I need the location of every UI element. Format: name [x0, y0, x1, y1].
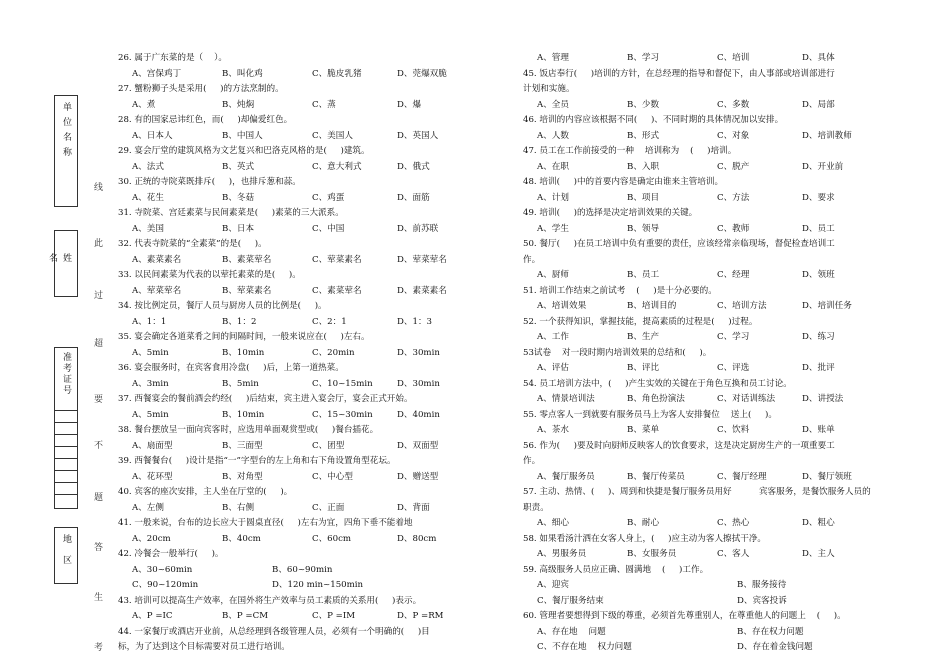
question-stem: 60. 管理者要想得到下级的尊重，必须首先尊重别人，在尊重他人的问题上 ( )。 — [523, 611, 846, 621]
question-stem: 32. 代表寺院菜的“全素菜”的是( )。 — [118, 239, 267, 249]
answer-option: D、面筋 — [397, 192, 430, 203]
answer-option: B、1：2 — [222, 316, 257, 327]
answer-option: B、服务接待 — [737, 580, 787, 590]
answer-option: C、素菜荤名 — [312, 285, 362, 296]
question-stem: 56. 作为( )要及时向厨师反映客人的饮食要求，这是决定厨房生产的一项重要工 — [523, 440, 835, 451]
answer-option: A、餐厅服务员 — [537, 471, 595, 482]
answer-option: A、管理 — [537, 53, 569, 63]
answer-option: D、培训任务 — [802, 301, 852, 311]
answer-option: C、热心 — [717, 518, 750, 528]
answer-option: C、美国人 — [312, 130, 353, 141]
question-stem: 49. 培训( )的选择是决定培训效果的关键。 — [523, 208, 698, 218]
answer-option: D、练习 — [802, 332, 835, 342]
question-stem-cont: 作。 — [523, 254, 541, 265]
question-stem: 31. 寺院菜、宫廷素菜与民间素菜是( )素菜的三大派系。 — [118, 208, 344, 218]
answer-option: C、餐厅服务结束 — [537, 595, 604, 606]
answer-option: D、要求 — [802, 192, 835, 203]
region-box — [54, 527, 78, 584]
answer-option: B、冬菇 — [222, 192, 255, 203]
answer-option: B、三面型 — [222, 440, 263, 451]
answer-option: B、领导 — [627, 223, 660, 234]
answer-option: A、荤菜荤名 — [132, 285, 182, 296]
answer-option: C、脆皮乳猪 — [312, 68, 362, 79]
question-stem: 52. 一个获得知识，掌握技能，提高素质的过程是( )过程。 — [523, 316, 758, 327]
question-stem: 40. 宾客的座次安排，主人坐在厅堂的( )。 — [118, 487, 293, 497]
answer-option: B、40cm — [222, 533, 261, 544]
answer-option: C、15~30min — [312, 409, 373, 420]
question-stem: 43. 培训可以提高生产效率，在国外将生产效率与员工素质的关系用( )表示。 — [118, 595, 422, 606]
margin-char: 题 — [94, 493, 104, 503]
answer-option: D、背面 — [397, 502, 430, 513]
answer-option: B、形式 — [627, 130, 660, 141]
answer-option: D、80cm — [397, 533, 437, 544]
answer-option: B、菜单 — [627, 425, 660, 435]
question-stem: 27. 蟹粉狮子头是采用( )的方法烹制的。 — [118, 84, 284, 94]
question-stem: 41. 一般来说，台布的边长应大于圆桌直径( )左右为宜，四角下垂不能着地 — [118, 518, 413, 528]
answer-option: C、不存在地 权力问题 — [537, 642, 632, 652]
question-stem: 58. 如果看汤汁洒在女客人身上，( )应主动为客人擦拭干净。 — [523, 533, 767, 544]
margin-char: 生 — [94, 593, 104, 603]
answer-option: A、素菜素名 — [132, 254, 182, 265]
answer-option: A、左侧 — [132, 502, 164, 513]
answer-option: C、蒸 — [312, 99, 336, 110]
answer-option: D、赠送型 — [397, 471, 439, 482]
region-label: 地区 — [61, 534, 71, 576]
answer-option: D、爆 — [397, 99, 422, 110]
answer-option: D、培训教师 — [802, 130, 852, 141]
answer-option: A、迎宾 — [537, 580, 569, 590]
answer-option: B、生产 — [627, 332, 660, 342]
answer-option: D、前苏联 — [397, 223, 439, 234]
answer-option: C、2：1 — [312, 316, 347, 327]
answer-option: C、对象 — [717, 130, 750, 141]
question-stem: 48. 培训( )中的首要内容是确定由谁来主管培训。 — [523, 177, 724, 187]
answer-option: A、20cm — [132, 533, 171, 544]
answer-option: D、讲授法 — [802, 394, 844, 404]
question-stem: 37. 西餐宴会的餐前酒会约经( )后结束，宾主进入宴会厅，宴会正式开始。 — [118, 394, 413, 404]
answer-option: C、评选 — [717, 363, 750, 373]
answer-option: D、批评 — [802, 363, 835, 373]
unit-name-box — [54, 95, 78, 207]
answer-option: B、项目 — [627, 192, 660, 203]
question-stem-cont: 作。 — [523, 456, 541, 466]
question-stem: 28. 有的国家忌讳红色，而( )却偏爱红色。 — [118, 115, 293, 125]
answer-option: B、入职 — [627, 161, 660, 172]
answer-option: D、30min — [397, 347, 440, 358]
answer-option: A、花生 — [132, 192, 164, 203]
question-stem: 51. 培训工作结束之前试考 ( )是十分必要的。 — [523, 285, 717, 296]
question-stem-cont: 职责。 — [523, 502, 549, 513]
answer-option: A、日本人 — [132, 130, 173, 141]
question-stem: 44. 一家餐厅或酒店开业前，从总经理到各级管理人员，必须有一个明确的( )目 — [118, 626, 430, 637]
answer-option: B、少数 — [627, 99, 660, 110]
answer-option: C、培训方法 — [717, 301, 767, 311]
answer-option: C、90~120min — [132, 580, 199, 590]
answer-option: A、30~60min — [132, 564, 193, 575]
answer-option: C、对话训练法 — [717, 394, 776, 404]
answer-option: D、局部 — [802, 99, 835, 110]
answer-option: B、炖焖 — [222, 99, 255, 110]
answer-option: D、1：3 — [397, 316, 433, 327]
answer-option: C、中心型 — [312, 471, 353, 482]
answer-option: A、煮 — [132, 99, 156, 110]
answer-option: D、荤菜荤名 — [397, 254, 447, 265]
answer-option: D、领班 — [802, 270, 835, 280]
answer-option: B、右侧 — [222, 502, 255, 513]
question-stem: 36. 宴会服务时，在宾客食用冷盘( )后，上第一道热菜。 — [118, 363, 344, 373]
answer-option: D、双面型 — [397, 440, 439, 451]
answer-option: C、方法 — [717, 192, 750, 203]
answer-option: C、经理 — [717, 270, 750, 280]
question-stem: 35. 宴会确定各道菜肴之间的间隔时间，一般来说应在( )左右。 — [118, 332, 370, 342]
answer-option: B、评比 — [627, 363, 660, 373]
answer-option: A、厨师 — [537, 270, 569, 280]
answer-option: C、客人 — [717, 549, 750, 559]
answer-option: D、素菜素名 — [397, 285, 447, 296]
answer-option: B、5min — [222, 378, 259, 389]
question-stem: 45. 饭店奉行( )培训的方针，在总经理的指导和督促下，由人事部或培训部进行 — [523, 68, 835, 79]
answer-option: B、存在权力问题 — [737, 626, 804, 637]
answer-option: A、细心 — [537, 518, 569, 528]
question-stem: 50. 餐厅( )在员工培训中负有重要的责任，应该经常亲临现场，督促检查培训工 — [523, 239, 835, 249]
answer-option: A、全员 — [537, 99, 569, 110]
ticket-number-box — [54, 347, 78, 509]
answer-option: B、耐心 — [627, 518, 660, 528]
answer-option: A、茶水 — [537, 425, 569, 435]
answer-option: D、存在着金钱问题 — [737, 642, 813, 652]
answer-option: C、荤菜素名 — [312, 254, 362, 265]
answer-option: D、30min — [397, 378, 440, 389]
answer-option: B、60~90min — [272, 564, 333, 575]
margin-char: 考 — [94, 643, 104, 653]
margin-char: 要 — [94, 395, 104, 405]
answer-option: C、正面 — [312, 502, 345, 513]
answer-option: A、存在地 问题 — [537, 626, 606, 637]
answer-option: D、员工 — [802, 223, 835, 234]
question-stem: 39. 西餐餐台( )设计是指“一”字型台的左上角和右下角设置角型花坛。 — [118, 456, 396, 466]
answer-option: C、团型 — [312, 440, 345, 451]
question-stem: 38. 餐台摆放呈一面向宾客时，应选用单面观赏型或( )餐台插花。 — [118, 425, 379, 435]
answer-option: A、扇面型 — [132, 440, 173, 451]
margin-char: 过 — [94, 291, 104, 301]
answer-option: A、培训效果 — [537, 301, 587, 311]
question-stem: 34. 按比例定员，餐厅人员与厨房人员的比例是( )。 — [118, 301, 327, 311]
answer-option: A、情景培训法 — [537, 394, 595, 404]
answer-option: D、英国人 — [397, 130, 439, 141]
answer-option: A、P =IC — [132, 611, 173, 621]
answer-option: B、对角型 — [222, 471, 263, 482]
answer-option: D、莞爆双脆 — [397, 68, 447, 79]
answer-option: C、教师 — [717, 223, 750, 234]
answer-option: B、员工 — [627, 270, 660, 280]
answer-option: A、1：1 — [132, 316, 167, 327]
answer-option: A、5min — [132, 409, 169, 420]
answer-option: D、P =RM — [397, 611, 444, 621]
answer-option: B、10min — [222, 409, 265, 420]
question-stem: 53试卷 对一段时期内培训效果的总结和( )。 — [523, 347, 712, 358]
question-stem: 33. 以民间素菜为代表的以荤托素菜的是( )。 — [118, 270, 301, 280]
answer-option: D、40min — [397, 409, 440, 420]
answer-option: C、多数 — [717, 99, 750, 110]
answer-option: C、学习 — [717, 332, 750, 342]
answer-option: C、培训 — [717, 53, 750, 63]
question-stem: 59. 高级服务人员应正确、圆满地 ( )工作。 — [523, 564, 709, 575]
answer-option: B、餐厅传菜员 — [627, 471, 685, 482]
answer-option: B、P =CM — [222, 611, 268, 621]
margin-char: 答 — [94, 543, 104, 553]
question-stem: 29. 宴会厅堂的建筑风格为文艺复兴和巴洛克风格的是( )建筑。 — [118, 146, 370, 156]
answer-option: B、培训目的 — [627, 301, 677, 311]
question-stem: 30. 正统的寺院菜既排斥( )，也排斥葱和蒜。 — [118, 177, 301, 187]
answer-option: A、美国 — [132, 223, 164, 234]
margin-char: 超 — [94, 339, 104, 349]
answer-option: C、饮料 — [717, 425, 750, 435]
answer-option: B、素菜荤名 — [222, 254, 272, 265]
answer-option: D、主人 — [802, 549, 835, 559]
answer-option: C、鸡蛋 — [312, 192, 345, 203]
answer-option: D、宾客投诉 — [737, 595, 787, 606]
answer-option: A、5min — [132, 347, 169, 358]
answer-option: C、P =IM — [312, 611, 356, 621]
answer-option: B、荤菜素名 — [222, 285, 272, 296]
answer-option: C、中国 — [312, 223, 345, 234]
answer-option: A、在职 — [537, 161, 569, 172]
answer-option: B、中国人 — [222, 130, 263, 141]
answer-option: B、日本 — [222, 223, 255, 234]
answer-option: A、男服务员 — [537, 549, 587, 559]
answer-option: B、角色扮演法 — [627, 394, 685, 404]
answer-option: C、脱产 — [717, 161, 750, 172]
answer-option: A、工作 — [537, 332, 569, 342]
answer-option: C、意大利式 — [312, 161, 362, 172]
answer-option: D、具体 — [802, 53, 835, 63]
answer-option: A、人数 — [537, 130, 569, 141]
answer-option: A、花环型 — [132, 471, 173, 482]
question-stem: 47. 员工在工作前接受的一种 培训称为 ( )培训。 — [523, 146, 737, 156]
question-stem-cont: 计划和实施。 — [523, 84, 575, 94]
answer-option: D、俄式 — [397, 161, 430, 172]
ticket-number-label: 准考证号 — [61, 352, 71, 396]
answer-option: A、学生 — [537, 223, 569, 234]
question-stem: 54. 员工培训方法中，( )产生实效的关键在于角色互换和员工讨论。 — [523, 378, 792, 389]
answer-option: A、法式 — [132, 161, 164, 172]
candidate-name-box — [47, 230, 78, 297]
question-stem: 26. 属于广东菜的是（ ）。 — [118, 53, 227, 63]
answer-option: C、60cm — [312, 533, 352, 544]
answer-option: B、英式 — [222, 161, 255, 172]
margin-char: 线 — [94, 183, 104, 193]
question-stem: 55. 零点客人一到就要有服务员马上为客人安排餐位 送上( )。 — [523, 409, 777, 420]
answer-option: A、3min — [132, 378, 169, 389]
answer-option: C、20min — [312, 347, 355, 358]
answer-option: D、120 min~150min — [272, 580, 364, 590]
answer-option: C、10~15min — [312, 378, 373, 389]
question-stem: 46. 培训的内容应该根据不同( )、不同时期的具体情况加以安排。 — [523, 115, 784, 125]
answer-option: D、粗心 — [802, 518, 835, 528]
answer-option: B、学习 — [627, 53, 660, 63]
answer-option: D、开业前 — [802, 161, 844, 172]
question-stem-cont: 标，为了达到这个目标需要对员工进行培训。 — [118, 642, 290, 652]
answer-option: C、餐厅经理 — [717, 471, 767, 482]
question-stem: 57. 主动、热情、( )、周到和快捷是餐厅服务员用好 宾客服务，是餐饮服务人员的 — [523, 487, 871, 497]
answer-option: D、账单 — [802, 425, 835, 435]
unit-name-label: 单位名称 — [61, 102, 71, 162]
question-stem: 42. 冷餐会一般举行( )。 — [118, 549, 224, 559]
answer-option: D、餐厅领班 — [802, 471, 852, 482]
margin-char: 此 — [94, 239, 104, 249]
answer-option: B、叫化鸡 — [222, 68, 263, 79]
margin-char: 不 — [94, 441, 104, 451]
candidate-name-label: 姓名 — [47, 253, 71, 282]
answer-option: B、10min — [222, 347, 265, 358]
answer-option: B、女服务员 — [627, 549, 677, 559]
answer-option: A、计划 — [537, 192, 569, 203]
answer-option: A、评估 — [537, 363, 569, 373]
answer-option: A、宫保鸡丁 — [132, 68, 182, 79]
